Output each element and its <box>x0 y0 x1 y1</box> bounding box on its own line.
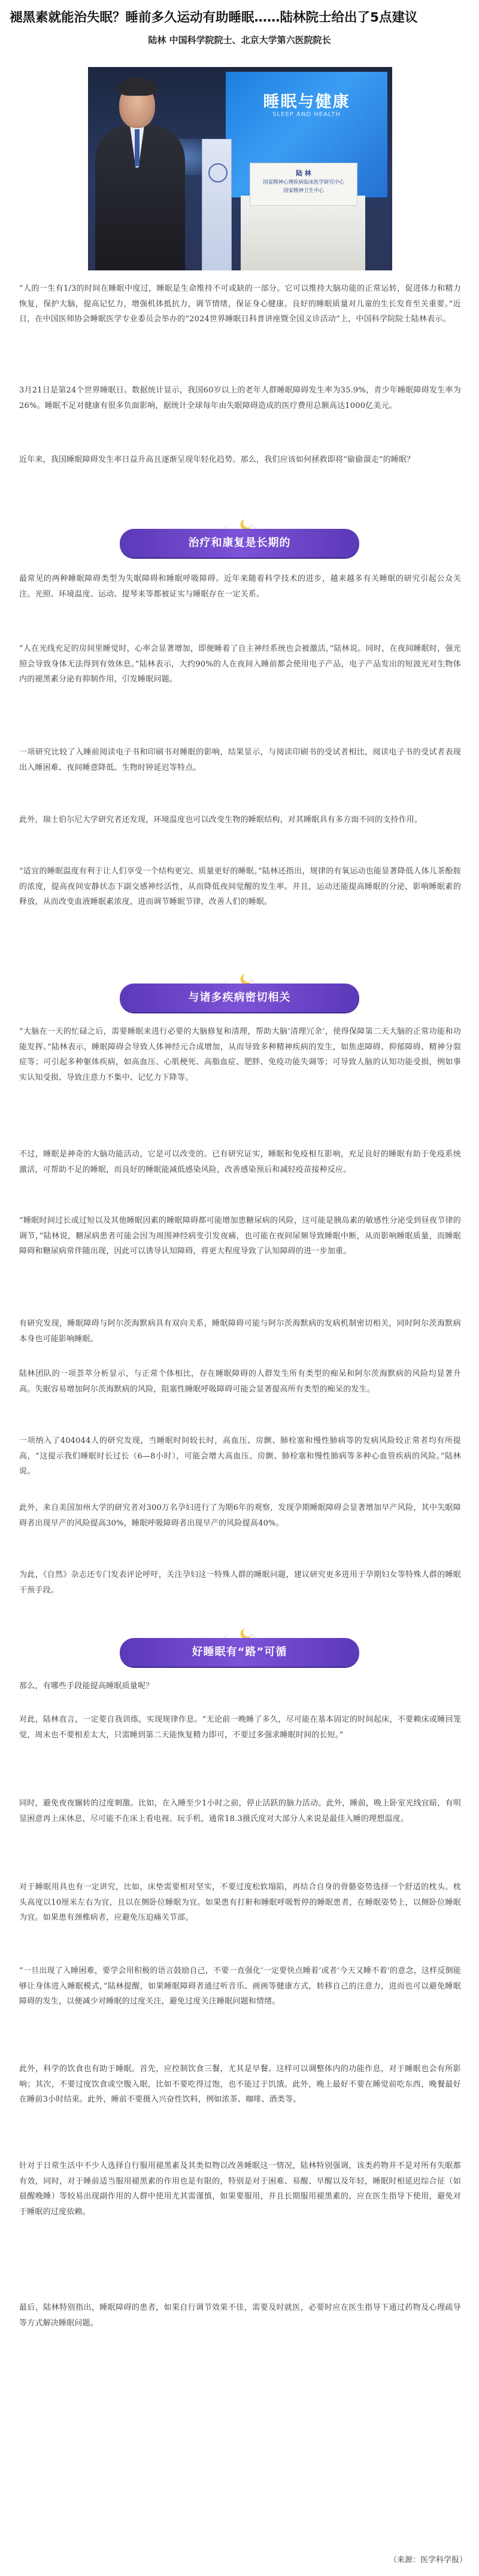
section-2-paragraph-2: 不过，睡眠是神奇的大脑功能活动，它是可以改变的。已有研究证实，睡眠和免疫相互影响，充足良好的睡眠有助于免疫系统激活，可帮助不足的睡眠，而良好的睡眠能减低感染风险，改善感染预后和减轻疫苗接种反应。 <box>19 1150 461 1174</box>
speaker-tie <box>135 129 140 166</box>
section-banner-1 <box>120 514 359 560</box>
section-3-paragraph-8: 最后，陆林特别指出，睡眠障碍的患者，如果自行调节效果不佳，需要及时就医，必要时应在医生指导下通过药物及心理疏导等方式解决睡眠问题。 <box>19 2303 461 2328</box>
section-pill-3 <box>120 1638 359 1667</box>
section-1-paragraph-4: 此外，瑞士伯尔尼大学研究者还发现，环境温度也可以改变生物的睡眠结构，对其睡眠具有多方面不同的支持作用。 <box>19 815 423 824</box>
podium <box>241 196 365 270</box>
section-3-paragraph-3: 同时，避免夜夜辗转的过度刺激。比如，在入睡至少1小时之前，停止活跃的脑力活动。此外，睡前，晚上卧室光线宜暗，有明显困意再上床休息，尽可能不在床上看电视、玩手机，通常18.3摄氏度对大部分人来说是最佳入睡的理想温度。 <box>19 1799 461 1823</box>
section-3-paragraph-7: 针对于日常生活中不少人选择自行服用褪黑素及其类似物以改善睡眠这一情况，陆林特别强调，该类药物并不是对所有失眠都有效，同时，对于睡前适当服用褪黑素的作用也是有限的，特别是对于困难、易醒、早醒以及年轻，睡眠时相延迟综合征（如晨醒晚睡）等较易出现副作用的人群中使用尤其需谨慎，如果要服用，并且长期服用褪黑素的，应在医生指导下使用，避免对于睡眠的过度依赖。 <box>19 2161 461 2216</box>
screen-subtitle: SLEEP AND HEALTH <box>272 111 341 118</box>
section-2-paragraph-8: 为此，《自然》杂志还专门发表评论呼吁，关注孕妇这一特殊人群的睡眠问题，建议研究更多进用于孕期妇女等特殊人群的睡眠干预手段。 <box>19 1570 461 1595</box>
section-1-paragraph-2: “人在光线充足的房间里睡觉时，心率会显著增加，即便睡着了自主神经系统也会被激活，”陆林说。同时，在夜间睡眠时，强光照会导致身体无法得到有效休息。”陆林表示，大约90%的人在夜间入睡前都会使用电子产品，电子产品发出的短波光对生物体内的褪黑素分泌有抑制作用，引发睡眠问题。 <box>19 644 461 684</box>
section-title-3: 好睡眠有“路”可循 <box>192 1646 287 1658</box>
section-1-paragraph-5: “适宜的睡眠温度有利于让人们享受一个结构更完、质量更好的睡眠。”陆林还指出，规律的有氧运动也能显著降低人体儿茶酚胺的浓度，提高夜间安静状态下副交感神经活性，从而降低夜间觉醒的发生率。并且，运动还能提高睡眠的分泌，影响睡眠素的释放，从而改变血液睡眠素浓度，进而调节睡眠节律，改善人们的睡眠。 <box>19 867 461 906</box>
banner-pillar <box>202 139 232 270</box>
article-source: （来源：医学科学报） <box>389 2556 467 2565</box>
section-title-1: 治疗和康复是长期的 <box>188 537 291 549</box>
section-3-paragraph-4: 对于睡眠用具也有一定讲究，比如，床垫需要相对坚实，不要过度松软塌陷，再结合自身的骨骼姿势选择一个舒适的枕头。枕头高度以10厘米左右为宜，且以在侧卧位睡眠为宜。如果患有打鼾和睡眠呼吸暂停的睡眠患者，在睡眠姿势上，以侧卧位睡眠为宜。如果患有颈椎病者，应避免压迫痛关节部。 <box>19 1883 461 1922</box>
speaker-hair <box>118 78 156 96</box>
section-banner-3 <box>120 1624 359 1669</box>
section-3-paragraph-5: “一旦出现了入睡困难，要学会用积极的语言鼓励自己，不要一直强化‘一定要快点睡着’或者‘今天又睡不着’的意念，这样反倒能够让身体进入睡眠模式，”陆林提醒，如果睡眠障碍者通过听音乐、画画等健康方式，转移自己的注意力，进而也可以避免睡眠障碍的发生，以便减少对睡眠的过度关注，避免过度关注睡眠问题和情绪。 <box>19 1966 461 2006</box>
section-1-paragraph-3: 一项研究比较了入睡前阅读电子书和印刷书对睡眠的影响，结果显示，与阅读印刷书的受试者相比，阅读电子书的受试者表现出入睡困难、夜间睡意降低、生物时钟延迟等特点。 <box>19 748 461 772</box>
section-3-paragraph-1: 那么，有哪些手段能提高睡眠质量呢？ <box>19 1682 154 1691</box>
podium-org-1: 国家精神心理疾病临床医学研究中心 <box>262 179 344 185</box>
section-2-paragraph-3: “睡眠时间过长或过短以及其他睡眠因素的睡眠障碍都可能增加患糖尿病的风险，这可能是胰岛素的敏感性分泌受到昼夜节律的调节，”陆林说，糖尿病患者可能会因为周围神经病变引发夜痛，也可能在夜间尿频导致睡眠中断，从而影响睡眠质量，而睡眠障碍和糖尿病常伴随出现，因此可以诱导认知障碍，将更大程度导致了认知障碍的进一步加重。 <box>19 1216 461 1256</box>
intro-paragraph-3: 近年来，我国睡眠障碍发生率日益升高且逐渐呈现年轻化趋势。那么，我们应该如何拯救即将“偷偷溜走”的睡眠？ <box>19 455 415 464</box>
podium-name: 陆 林 <box>296 169 311 177</box>
author-line: 陆林 中国科学院院士、北京大学第六医院院长 <box>148 35 331 45</box>
section-2-paragraph-1: “大脑在一天的忙碌之后，需要睡眠来进行必要的大脑修复和清理，帮助大脑‘清理冗余’，使得保障第二天大脑的正常功能和功能发挥。”陆林表示，睡眠障碍会导致人体神经元合成增加，从而导致多种精神疾病的发生，如焦虑障碍、抑郁障碍、精神分裂症等；可引起多种躯体疾病，如高血压、心肌梗死、高脂血症、肥胖、免疫功能失调等；可导致人脑的认知功能受损，例如事实认知受损、导致注意力不集中、记忆力下降等。 <box>19 1027 461 1082</box>
section-2-paragraph-7: 此外，来自美国加州大学的研究者对300万名孕妇进行了为期6年的观察，发现孕期睡眠障碍会显著增加早产风险，其中失眠障碍者出现早产的风险提高30%，睡眠呼吸障碍者出现早产的风险提高40%。 <box>19 1503 461 1528</box>
section-2-paragraph-6: 一项纳入了404044人的研究发现，当睡眠时间较长时，高血压、房颤、肺栓塞和慢性肺病等的发病风险较正常者均有所提高，“这提示我们睡眠时长过长（6—8小时），可能会增大高血压、房颤、肺栓塞和慢性肺病等多种心血管疾病的风险。”陆林说。 <box>19 1436 461 1476</box>
podium-name-card <box>250 163 357 206</box>
screen-title: 睡眠与健康 <box>263 93 350 111</box>
intro-paragraph-1: “人的一生有1/3的时间在睡眠中度过，睡眠是生命维持不可或缺的一部分。它可以维持大脑功能的正常运转，促进体力和精力恢复，保护大脑，提高记忆力，增强机体抵抗力，调节情绪，保证身心健康。良好的睡眠质量对儿童的生长发育至关重要。”近日，在中国医师协会睡眠医学专业委员会举办的“2024世界睡眠日科普讲座暨全国义诊活动”上，中国科学院院士陆林表示。 <box>19 284 461 324</box>
podium-org-2: 国家精神卫生中心 <box>283 188 324 194</box>
intro-paragraph-2: 3月21日是第24个世界睡眠日。数据统计显示，我国60岁以上的老年人群睡眠障碍发生率为35.9%，青少年睡眠障碍发生率为26%。睡眠不足对健康有很多负面影响，据统计全球每年由失眠障碍造成的医疗费用总额高达1000亿美元。 <box>19 386 461 410</box>
section-pill-2 <box>120 983 359 1012</box>
section-pill-1 <box>120 529 359 558</box>
speaker-photo <box>88 67 392 270</box>
section-banner-2 <box>120 969 359 1015</box>
section-title-2: 与诸多疾病密切相关 <box>188 991 291 1004</box>
article-headline: 褪黑素就能治失眠？睡前多久运动有助睡眠……陆林院士给出了5点建议 <box>10 10 418 25</box>
section-3-paragraph-6: 此外，科学的饮食也有助于睡眠。首先，应控制饮食三餐，尤其是早餐。这样可以调整体内的功能作息，对于睡眠也会有所影响；其次，不要过度饮食或空腹入眠，比如不要吃得过饱，也不能过于饥饿。此外，晚上最好不要在睡觉前吃东西，晚餐最好在睡前3小时结束。此外，睡前不要摄入兴奋性饮料，例如浓茶、咖啡、酒类等。 <box>19 2065 461 2104</box>
banner-logo-icon <box>208 163 228 182</box>
section-1-paragraph-1: 最常见的两种睡眠障碍类型为失眠障碍和睡眠呼吸障碍。近年来随着科学技术的进步，越来越多有关睡眠的研究引起公众关注。光照、环境温度、运动、提琴来等都被证实与睡眠存在一定关系。 <box>19 574 461 599</box>
section-3-paragraph-2: 对此，陆林直言，一定要自我训练，实现规律作息。“无论前一晚睡了多久，尽可能在基本固定的时间起床，不要赖床或睡回笼觉，周末也不要相差太大，只需睡到第二天能恢复精力即可，不要过多强求睡眠时间的长短。” <box>19 1715 461 1740</box>
section-2-paragraph-4: 有研究发现，睡眠障碍与阿尔茨海默病具有双向关系，睡眠障碍可能与阿尔茨海默病的发病机制密切相关，同时阿尔茨海默病本身也可能影响睡眠。 <box>19 1319 461 1344</box>
section-2-paragraph-5: 陆林团队的一项荟萃分析显示，与正常个体相比，存在睡眠障碍的人群发生所有类型的痴呆和阿尔茨海默病的风险均显著升高。失眠容易增加阿尔茨海默病的风险，阻塞性睡眠呼吸障碍可能会显著提高所有类型的痴呆的发生。 <box>19 1369 461 1394</box>
